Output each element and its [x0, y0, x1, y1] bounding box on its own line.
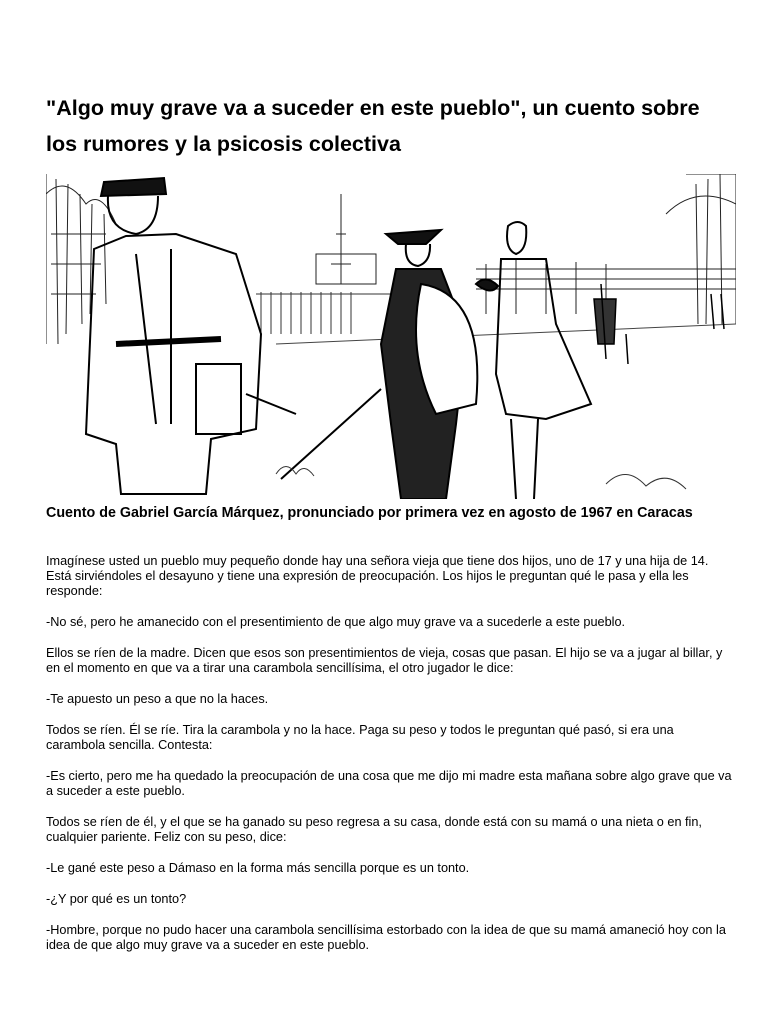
article-body — [46, 554, 736, 969]
ground-line — [276, 324, 736, 344]
paragraph: Ellos se ríen de la madre. Dicen que esos son presentimientos de vieja, cosas que pasan. El hijo se va a jugar al billar, y en el momento en que va a tirar una carambola sencillísima, el otro jugador le dice: — [46, 646, 723, 675]
soldier-figure — [86, 178, 296, 494]
man-figure — [476, 222, 591, 499]
woman-figure — [281, 230, 477, 499]
article-title: "Algo muy grave va a suceder en este pueblo", un cuento sobre los rumores y la psicosis colectiva — [46, 96, 700, 156]
paragraph: -¿Y por qué es un tonto? — [46, 892, 187, 906]
distant-figures — [594, 284, 724, 364]
paragraph: Todos se ríen. Él se ríe. Tira la carambola y no la hace. Paga su peso y todos le preguntan qué pasó, si era una carambola sencilla. Contesta: — [46, 723, 674, 752]
paragraph: -Le gané este peso a Dámaso en la forma más sencilla porque es un tonto. — [46, 861, 470, 875]
article-illustration — [46, 174, 736, 499]
trees-left — [46, 174, 116, 344]
paragraph: -Te apuesto un peso a que no la haces. — [46, 692, 269, 706]
paragraph: -Es cierto, pero me ha quedado la preocupación de una cosa que me dijo mi madre esta mañana sobre algo grave que va a suceder a este pueblo. — [46, 769, 732, 798]
paragraph: Imagínese usted un pueblo muy pequeño donde hay una señora vieja que tiene dos hijos, uno de 17 y una hija de 14. Está sirviéndoles el desayuno y tiene una expresión de preocupación. Los hijos le preguntan qué le pasa y ella les responde: — [46, 554, 709, 598]
article-subtitle: Cuento de Gabriel García Márquez, pronunciado por primera vez en agosto de 1967 en Caracas — [46, 505, 693, 521]
paragraph: -Hombre, porque no pudo hacer una carambola sencillísima estorbado con la idea de que su mamá amaneció hoy con la idea de que algo muy grave va a suceder en este pueblo. — [46, 923, 726, 952]
paragraph: -No sé, pero he amanecido con el presentimiento de que algo muy grave va a sucederle a este pueblo. — [46, 615, 626, 629]
foreground-shrubs — [276, 467, 686, 490]
paragraph: Todos se ríen de él, y el que se ha ganado su peso regresa a su casa, donde está con su mamá o una nieta o en fin, cualquier pariente. Feliz con su peso, dice: — [46, 815, 702, 844]
distant-tower — [316, 194, 376, 284]
